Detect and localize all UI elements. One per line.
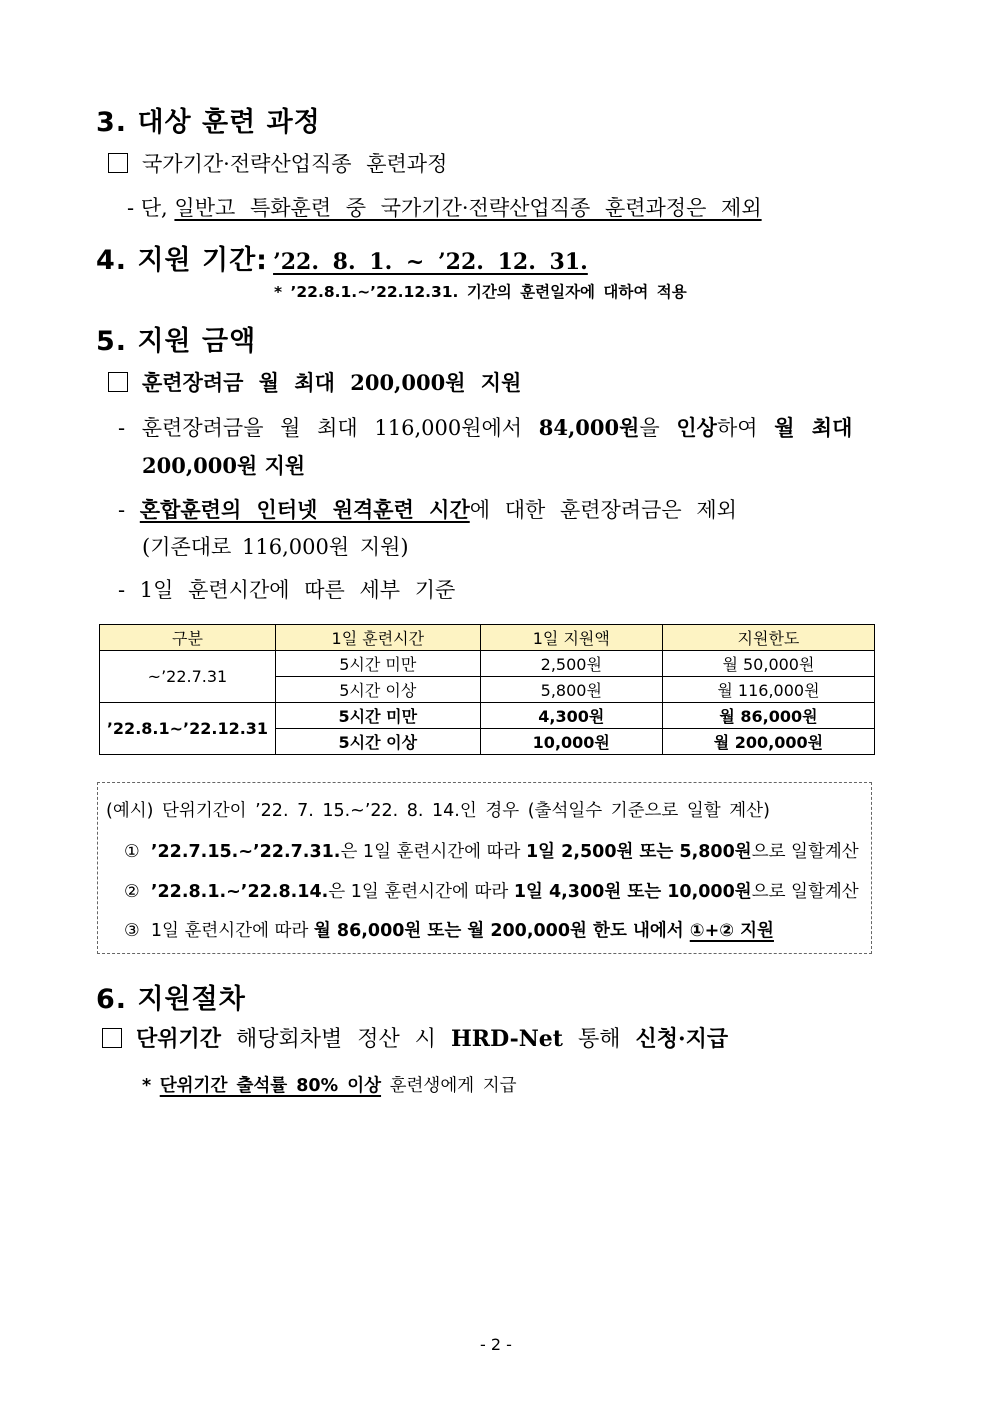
table-cell: 5시간 이상 (275, 729, 480, 755)
table-cell: 월 200,000원 (662, 729, 874, 755)
excluded-remote-training-text: 혼합훈련의 인터넷 원격훈련 시간 (139, 497, 470, 522)
checkbox-square-icon (108, 153, 128, 173)
table-cell: 10,000원 (480, 729, 662, 755)
table-header-cell: 구분 (100, 625, 276, 651)
section-5-bullet-1: - 훈련장려금을 월 최대 116,000원에서 84,000원을 인상하여 월 최대 (118, 415, 853, 440)
table-row (100, 651, 875, 677)
table-header-row (100, 625, 875, 651)
table-cell: 월 116,000원 (662, 677, 874, 703)
section-5-bullet-3: - 1일 훈련시간에 따른 세부 기준 (118, 578, 456, 602)
section-3-subitem: - 단, 일반고 특화훈련 중 국가기간·전략산업직종 훈련과정은 제외 (127, 196, 762, 220)
section-6-note: * 단위기간 출석률 80% 이상 훈련생에게 지급 (142, 1076, 517, 1096)
section-5-bullet-2: - 혼합훈련의 인터넷 원격훈련 시간에 대한 훈련장려금은 제외 (118, 497, 737, 522)
table-header-cell: 1일 지원액 (480, 625, 662, 651)
example-line-1: ① ’22.7.15.~’22.7.31.은 1일 훈련시간에 따라 1일 2,500원 또는 5,800원으로 일할계산 (124, 842, 859, 862)
page-number: - 2 - (480, 1335, 512, 1354)
table-cell: 5시간 이상 (275, 677, 480, 703)
section-6-title: 6. 지원절차 (96, 984, 246, 1015)
section-5-item: 훈련장려금 월 최대 200,000원 지원 (108, 367, 521, 397)
section-6-item: 단위기간 해당회차별 정산 시 HRD-Net 통해 신청·지급 (102, 1022, 728, 1053)
example-line-3: ③ 1일 훈련시간에 따라 월 86,000원 또는 월 200,000원 한도 내에서 ①+② 지원 (124, 921, 774, 941)
table-cell: 월 50,000원 (662, 651, 874, 677)
period-cell: ~’22.7.31 (100, 651, 276, 703)
table-cell: 4,300원 (480, 703, 662, 729)
section-3-title: 3. 대상 훈련 과정 (96, 107, 321, 138)
example-line-2: ② ’22.8.1.~’22.8.14.은 1일 훈련시간에 따라 1일 4,300원 또는 10,000원으로 일할계산 (124, 882, 859, 902)
section-3-item: 국가기간·전략산업직종 훈련과정 (108, 148, 447, 178)
checkbox-square-icon (108, 372, 128, 392)
support-period: ’22. 8. 1. ~ ’22. 12. 31. (273, 249, 588, 275)
table-header-cell: 지원한도 (662, 625, 874, 651)
section-4-note: * ’22.8.1.~’22.12.31. 기간의 훈련일자에 대하여 적용 (274, 283, 687, 301)
section-5-title: 5. 지원 금액 (96, 326, 257, 357)
table-cell: 월 86,000원 (662, 703, 874, 729)
attendance-requirement-text: 단위기간 출석률 80% 이상 (159, 1076, 382, 1096)
exclusion-underlined-text: 일반고 특화훈련 중 국가기간·전략산업직종 훈련과정은 제외 (174, 196, 762, 220)
example-box (97, 782, 872, 954)
table-cell: 5시간 미만 (275, 703, 480, 729)
table-cell: 5시간 미만 (275, 651, 480, 677)
section-5-bullet-1-line2: 200,000원 지원 (142, 453, 306, 478)
section-4-title: 4. 지원 기간: (96, 245, 268, 276)
support-amount-table (99, 624, 875, 755)
section-4-title-row (96, 238, 588, 277)
period-cell: ’22.8.1~’22.12.31 (100, 703, 276, 755)
section-5-bullet-2-line2: (기존대로 116,000원 지원) (142, 535, 409, 559)
example-intro: (예시) 단위기간이 ’22. 7. 15.~’22. 8. 14.인 경우 (출석일수 기준으로 일할 계산) (106, 801, 770, 821)
table-cell: 5,800원 (480, 677, 662, 703)
checkbox-square-icon (102, 1028, 122, 1048)
table-header-cell: 1일 훈련시간 (275, 625, 480, 651)
table-cell: 2,500원 (480, 651, 662, 677)
table-row (100, 703, 875, 729)
